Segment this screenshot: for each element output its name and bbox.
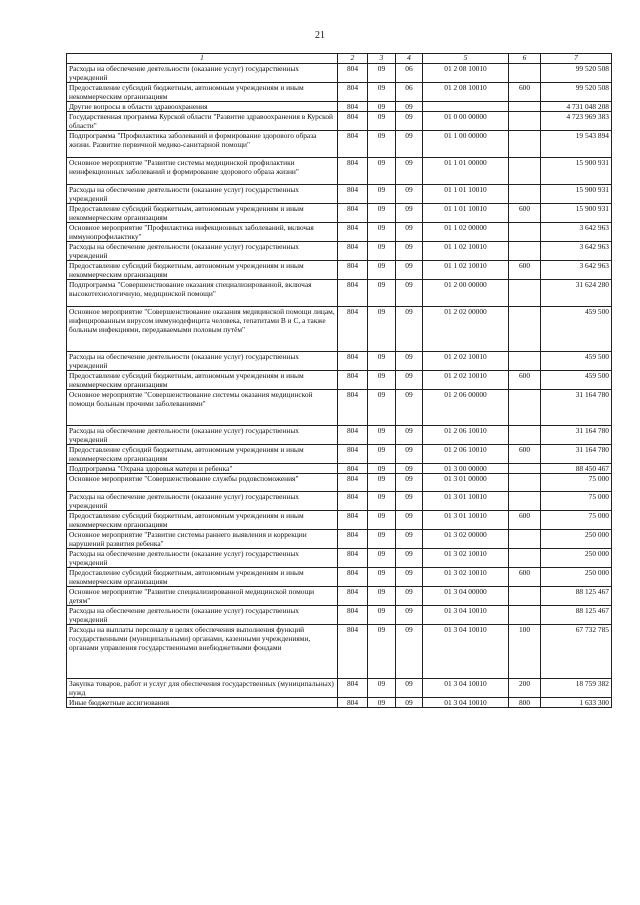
row-expense-type-cell xyxy=(509,307,541,352)
row-name-cell: Расходы на обеспечение деятельности (оказание услуг) государственных учреждений xyxy=(67,492,338,511)
row-target-article-cell xyxy=(423,102,509,112)
row-amount-cell: 15 900 931 xyxy=(541,204,612,223)
row-subsection-cell: 09 xyxy=(396,587,423,606)
row-section-cell: 09 xyxy=(368,474,396,492)
table-row xyxy=(67,390,612,426)
row-code-cell: 804 xyxy=(338,426,368,445)
row-name-cell: Расходы на обеспечение деятельности (оказание услуг) государственных учреждений xyxy=(67,426,338,445)
row-target-article-cell: 01 1 01 00000 xyxy=(423,158,509,185)
row-name-cell: Расходы на обеспечение деятельности (оказание услуг) государственных учреждений xyxy=(67,185,338,204)
row-section-cell: 09 xyxy=(368,242,396,261)
row-amount-cell: 31 164 780 xyxy=(541,390,612,426)
row-amount-cell: 31 164 780 xyxy=(541,445,612,464)
table-row xyxy=(67,83,612,102)
row-subsection-cell: 06 xyxy=(396,83,423,102)
row-section-cell: 09 xyxy=(368,679,396,698)
row-subsection-cell: 09 xyxy=(396,307,423,352)
row-expense-type-cell: 600 xyxy=(509,568,541,587)
table-row xyxy=(67,587,612,606)
row-amount-cell: 88 125 467 xyxy=(541,606,612,625)
budget-table xyxy=(66,53,612,708)
row-amount-cell: 88 125 467 xyxy=(541,587,612,606)
row-amount-cell: 88 450 467 xyxy=(541,464,612,474)
row-section-cell: 09 xyxy=(368,223,396,242)
row-target-article-cell: 01 1 00 00000 xyxy=(423,131,509,158)
row-subsection-cell: 09 xyxy=(396,426,423,445)
row-section-cell: 09 xyxy=(368,158,396,185)
row-subsection-cell: 09 xyxy=(396,112,423,131)
row-expense-type-cell xyxy=(509,549,541,568)
row-code-cell: 804 xyxy=(338,568,368,587)
header-cell: 7 xyxy=(541,54,612,64)
row-target-article-cell: 01 3 04 10010 xyxy=(423,606,509,625)
row-code-cell: 804 xyxy=(338,530,368,549)
header-row xyxy=(67,54,612,64)
row-name-cell: Основное мероприятие "Развитие системы раннего выявления и коррекции нарушений развития ребенка" xyxy=(67,530,338,549)
table-row xyxy=(67,64,612,83)
row-name-cell: Расходы на обеспечение деятельности (оказание услуг) государственных учреждений xyxy=(67,352,338,371)
row-section-cell: 09 xyxy=(368,587,396,606)
row-target-article-cell: 01 1 01 10010 xyxy=(423,185,509,204)
row-code-cell: 804 xyxy=(338,261,368,280)
table-row xyxy=(67,131,612,158)
row-section-cell: 09 xyxy=(368,112,396,131)
row-target-article-cell: 01 3 04 10010 xyxy=(423,679,509,698)
row-target-article-cell: 01 3 02 10010 xyxy=(423,568,509,587)
row-expense-type-cell xyxy=(509,606,541,625)
row-name-cell: Предоставление субсидий бюджетным, автономным учреждениям и иным некоммерческим организациям xyxy=(67,204,338,223)
row-expense-type-cell: 600 xyxy=(509,511,541,530)
row-subsection-cell: 09 xyxy=(396,698,423,708)
row-expense-type-cell: 600 xyxy=(509,371,541,390)
table-row xyxy=(67,568,612,587)
row-code-cell: 804 xyxy=(338,158,368,185)
row-name-cell: Расходы на обеспечение деятельности (оказание услуг) государственных учреждений xyxy=(67,606,338,625)
row-expense-type-cell: 600 xyxy=(509,83,541,102)
row-section-cell: 09 xyxy=(368,307,396,352)
row-target-article-cell: 01 2 02 10010 xyxy=(423,352,509,371)
row-subsection-cell: 09 xyxy=(396,474,423,492)
row-expense-type-cell xyxy=(509,242,541,261)
table-row xyxy=(67,464,612,474)
row-name-cell: Иные бюджетные ассигнования xyxy=(67,698,338,708)
table-row xyxy=(67,679,612,698)
row-subsection-cell: 09 xyxy=(396,445,423,464)
row-amount-cell: 250 000 xyxy=(541,549,612,568)
row-expense-type-cell xyxy=(509,390,541,426)
row-code-cell: 804 xyxy=(338,352,368,371)
row-amount-cell: 459 500 xyxy=(541,371,612,390)
row-amount-cell: 4 723 969 383 xyxy=(541,112,612,131)
row-subsection-cell: 09 xyxy=(396,352,423,371)
row-expense-type-cell xyxy=(509,280,541,307)
row-target-article-cell: 01 3 00 00000 xyxy=(423,464,509,474)
row-section-cell: 09 xyxy=(368,698,396,708)
row-code-cell: 804 xyxy=(338,307,368,352)
row-name-cell: Закупка товаров, работ и услуг для обеспечения государственных (муниципальных) нужд xyxy=(67,679,338,698)
table-row xyxy=(67,280,612,307)
row-code-cell: 804 xyxy=(338,606,368,625)
row-subsection-cell: 09 xyxy=(396,625,423,679)
row-section-cell: 09 xyxy=(368,492,396,511)
row-target-article-cell: 01 3 04 10010 xyxy=(423,625,509,679)
row-subsection-cell: 09 xyxy=(396,158,423,185)
row-expense-type-cell xyxy=(509,112,541,131)
row-amount-cell: 75 000 xyxy=(541,474,612,492)
row-target-article-cell: 01 3 04 10010 xyxy=(423,698,509,708)
row-section-cell: 09 xyxy=(368,131,396,158)
table-row xyxy=(67,426,612,445)
table-row xyxy=(67,307,612,352)
row-code-cell: 804 xyxy=(338,83,368,102)
row-subsection-cell: 09 xyxy=(396,102,423,112)
row-target-article-cell: 01 2 02 10010 xyxy=(423,371,509,390)
row-code-cell: 804 xyxy=(338,464,368,474)
row-expense-type-cell: 600 xyxy=(509,261,541,280)
table-row xyxy=(67,474,612,492)
header-cell: 1 xyxy=(67,54,338,64)
row-section-cell: 09 xyxy=(368,371,396,390)
row-expense-type-cell xyxy=(509,492,541,511)
row-section-cell: 09 xyxy=(368,568,396,587)
table-row xyxy=(67,102,612,112)
row-subsection-cell: 09 xyxy=(396,679,423,698)
row-target-article-cell: 01 2 06 10010 xyxy=(423,445,509,464)
row-name-cell: Основное мероприятие "Совершенствование оказания медицинской помощи лицам, инфицированным вирусом иммунодефицита человека, гепатитами В и С, а также больным инфекциями, передаваемыми половым путём" xyxy=(67,307,338,352)
row-code-cell: 804 xyxy=(338,390,368,426)
table-row xyxy=(67,223,612,242)
row-name-cell: Предоставление субсидий бюджетным, автономным учреждениям и иным некоммерческим организациям xyxy=(67,511,338,530)
row-amount-cell: 3 642 963 xyxy=(541,261,612,280)
row-section-cell: 09 xyxy=(368,464,396,474)
row-amount-cell: 15 900 931 xyxy=(541,158,612,185)
row-section-cell: 09 xyxy=(368,625,396,679)
row-code-cell: 804 xyxy=(338,625,368,679)
row-expense-type-cell xyxy=(509,64,541,83)
row-name-cell: Подпрограмма "Совершенствование оказания специализированной, включая высокотехнологичную, медицинской помощи" xyxy=(67,280,338,307)
header-cell: 6 xyxy=(509,54,541,64)
table-row xyxy=(67,112,612,131)
row-name-cell: Основное мероприятие "Развитие специализированной медицинской помощи детям" xyxy=(67,587,338,606)
row-code-cell: 804 xyxy=(338,511,368,530)
row-target-article-cell: 01 3 02 00000 xyxy=(423,530,509,549)
row-amount-cell: 250 000 xyxy=(541,568,612,587)
row-name-cell: Расходы на выплаты персоналу в целях обеспечения выполнения функций государственными (муниципальными) органами, казенными учреждениями, органами управления государственными внебюджетными фондами xyxy=(67,625,338,679)
row-amount-cell: 99 520 508 xyxy=(541,83,612,102)
row-target-article-cell: 01 2 00 00000 xyxy=(423,280,509,307)
row-subsection-cell: 09 xyxy=(396,204,423,223)
row-subsection-cell: 09 xyxy=(396,261,423,280)
row-subsection-cell: 09 xyxy=(396,606,423,625)
row-expense-type-cell: 600 xyxy=(509,445,541,464)
row-amount-cell: 31 164 780 xyxy=(541,426,612,445)
row-section-cell: 09 xyxy=(368,280,396,307)
row-amount-cell: 19 543 894 xyxy=(541,131,612,158)
row-target-article-cell: 01 0 00 00000 xyxy=(423,112,509,131)
table-row xyxy=(67,492,612,511)
row-name-cell: Основное мероприятие "Совершенствование службы родовспоможения" xyxy=(67,474,338,492)
header-cell: 5 xyxy=(423,54,509,64)
table-row xyxy=(67,371,612,390)
row-section-cell: 09 xyxy=(368,352,396,371)
row-expense-type-cell: 100 xyxy=(509,625,541,679)
row-section-cell: 09 xyxy=(368,64,396,83)
row-amount-cell: 18 759 382 xyxy=(541,679,612,698)
row-name-cell: Расходы на обеспечение деятельности (оказание услуг) государственных учреждений xyxy=(67,549,338,568)
table-row xyxy=(67,698,612,708)
row-subsection-cell: 09 xyxy=(396,280,423,307)
row-target-article-cell: 01 3 01 00000 xyxy=(423,474,509,492)
table-row xyxy=(67,625,612,679)
row-amount-cell: 459 500 xyxy=(541,352,612,371)
row-code-cell: 804 xyxy=(338,371,368,390)
row-amount-cell: 15 900 931 xyxy=(541,185,612,204)
row-amount-cell: 250 000 xyxy=(541,530,612,549)
row-section-cell: 09 xyxy=(368,83,396,102)
row-code-cell: 804 xyxy=(338,280,368,307)
row-subsection-cell: 09 xyxy=(396,464,423,474)
row-amount-cell: 31 624 280 xyxy=(541,280,612,307)
row-subsection-cell: 09 xyxy=(396,371,423,390)
row-target-article-cell: 01 3 02 10010 xyxy=(423,549,509,568)
row-subsection-cell: 06 xyxy=(396,64,423,83)
row-expense-type-cell xyxy=(509,158,541,185)
row-section-cell: 09 xyxy=(368,204,396,223)
row-amount-cell: 67 732 785 xyxy=(541,625,612,679)
row-name-cell: Основное мероприятие "Профилактика инфекционных заболеваний, включая иммунопрофилактику" xyxy=(67,223,338,242)
row-code-cell: 804 xyxy=(338,204,368,223)
row-code-cell: 804 xyxy=(338,445,368,464)
row-amount-cell: 3 642 963 xyxy=(541,223,612,242)
row-code-cell: 804 xyxy=(338,549,368,568)
row-expense-type-cell xyxy=(509,474,541,492)
row-section-cell: 09 xyxy=(368,530,396,549)
row-expense-type-cell: 800 xyxy=(509,698,541,708)
row-amount-cell: 1 633 300 xyxy=(541,698,612,708)
row-code-cell: 804 xyxy=(338,64,368,83)
row-section-cell: 09 xyxy=(368,261,396,280)
row-section-cell: 09 xyxy=(368,102,396,112)
row-subsection-cell: 09 xyxy=(396,185,423,204)
row-amount-cell: 75 000 xyxy=(541,492,612,511)
table-row xyxy=(67,352,612,371)
row-expense-type-cell xyxy=(509,185,541,204)
row-target-article-cell: 01 2 08 10010 xyxy=(423,83,509,102)
row-name-cell: Другие вопросы в области здравоохранения xyxy=(67,102,338,112)
row-name-cell: Предоставление субсидий бюджетным, автономным учреждениям и иным некоммерческим организациям xyxy=(67,371,338,390)
row-code-cell: 804 xyxy=(338,587,368,606)
row-subsection-cell: 09 xyxy=(396,568,423,587)
row-subsection-cell: 09 xyxy=(396,131,423,158)
header-cell: 4 xyxy=(396,54,423,64)
table-row xyxy=(67,242,612,261)
row-expense-type-cell xyxy=(509,426,541,445)
row-target-article-cell: 01 2 08 10010 xyxy=(423,64,509,83)
row-expense-type-cell xyxy=(509,352,541,371)
row-target-article-cell: 01 1 02 00000 xyxy=(423,223,509,242)
table-row xyxy=(67,511,612,530)
row-expense-type-cell: 200 xyxy=(509,679,541,698)
row-subsection-cell: 09 xyxy=(396,390,423,426)
row-section-cell: 09 xyxy=(368,390,396,426)
row-subsection-cell: 09 xyxy=(396,511,423,530)
row-amount-cell: 75 000 xyxy=(541,511,612,530)
row-amount-cell: 99 520 508 xyxy=(541,64,612,83)
header-cell: 2 xyxy=(338,54,368,64)
row-name-cell: Предоставление субсидий бюджетным, автономным учреждениям и иным некоммерческим организациям xyxy=(67,261,338,280)
row-target-article-cell: 01 3 01 10010 xyxy=(423,511,509,530)
row-code-cell: 804 xyxy=(338,112,368,131)
row-target-article-cell: 01 2 02 00000 xyxy=(423,307,509,352)
row-target-article-cell: 01 1 01 10010 xyxy=(423,204,509,223)
table-row xyxy=(67,606,612,625)
row-name-cell: Предоставление субсидий бюджетным, автономным учреждениям и иным некоммерческим организациям xyxy=(67,568,338,587)
row-subsection-cell: 09 xyxy=(396,242,423,261)
table-row xyxy=(67,261,612,280)
row-expense-type-cell xyxy=(509,223,541,242)
row-code-cell: 804 xyxy=(338,474,368,492)
row-target-article-cell: 01 2 06 00000 xyxy=(423,390,509,426)
row-code-cell: 804 xyxy=(338,223,368,242)
row-name-cell: Основное мероприятие "Развитие системы медицинской профилактики неинфекционных заболеваний и формирование здорового образа жизни" xyxy=(67,158,338,185)
row-target-article-cell: 01 1 02 10010 xyxy=(423,242,509,261)
row-expense-type-cell xyxy=(509,464,541,474)
row-subsection-cell: 09 xyxy=(396,223,423,242)
row-section-cell: 09 xyxy=(368,606,396,625)
table-row xyxy=(67,445,612,464)
row-expense-type-cell xyxy=(509,131,541,158)
row-code-cell: 804 xyxy=(338,698,368,708)
row-target-article-cell: 01 1 02 10010 xyxy=(423,261,509,280)
row-expense-type-cell xyxy=(509,530,541,549)
row-target-article-cell: 01 2 06 10010 xyxy=(423,426,509,445)
row-section-cell: 09 xyxy=(368,426,396,445)
table-row xyxy=(67,185,612,204)
row-target-article-cell: 01 3 01 10010 xyxy=(423,492,509,511)
row-name-cell: Государственная программа Курской области "Развитие здравоохранения в Курской области" xyxy=(67,112,338,131)
row-subsection-cell: 09 xyxy=(396,549,423,568)
row-name-cell: Предоставление субсидий бюджетным, автономным учреждениям и иным некоммерческим организациям xyxy=(67,445,338,464)
row-expense-type-cell: 600 xyxy=(509,204,541,223)
row-expense-type-cell xyxy=(509,102,541,112)
row-name-cell: Подпрограмма "Охрана здоровья матери и ребенка" xyxy=(67,464,338,474)
row-code-cell: 804 xyxy=(338,131,368,158)
row-code-cell: 804 xyxy=(338,242,368,261)
table-row xyxy=(67,158,612,185)
row-amount-cell: 459 500 xyxy=(541,307,612,352)
table-row xyxy=(67,530,612,549)
row-code-cell: 804 xyxy=(338,492,368,511)
row-subsection-cell: 09 xyxy=(396,530,423,549)
row-target-article-cell: 01 3 04 00000 xyxy=(423,587,509,606)
row-code-cell: 804 xyxy=(338,185,368,204)
row-name-cell: Расходы на обеспечение деятельности (оказание услуг) государственных учреждений xyxy=(67,242,338,261)
row-amount-cell: 3 642 963 xyxy=(541,242,612,261)
row-name-cell: Расходы на обеспечение деятельности (оказание услуг) государственных учреждений xyxy=(67,64,338,83)
table-row xyxy=(67,204,612,223)
row-amount-cell: 4 731 048 208 xyxy=(541,102,612,112)
row-subsection-cell: 09 xyxy=(396,492,423,511)
row-name-cell: Предоставление субсидий бюджетным, автономным учреждениям и иным некоммерческим организациям xyxy=(67,83,338,102)
row-section-cell: 09 xyxy=(368,511,396,530)
row-section-cell: 09 xyxy=(368,549,396,568)
row-expense-type-cell xyxy=(509,587,541,606)
row-code-cell: 804 xyxy=(338,102,368,112)
row-section-cell: 09 xyxy=(368,445,396,464)
row-name-cell: Основное мероприятие "Совершенствование системы оказания медицинской помощи больным прочими заболеваниями" xyxy=(67,390,338,426)
table-row xyxy=(67,549,612,568)
page-number: 21 xyxy=(315,30,325,41)
row-name-cell: Подпрограмма "Профилактика заболеваний и формирование здорового образа жизни. Развитие первичной медико-санитарной помощи" xyxy=(67,131,338,158)
row-code-cell: 804 xyxy=(338,679,368,698)
header-cell: 3 xyxy=(368,54,396,64)
row-section-cell: 09 xyxy=(368,185,396,204)
